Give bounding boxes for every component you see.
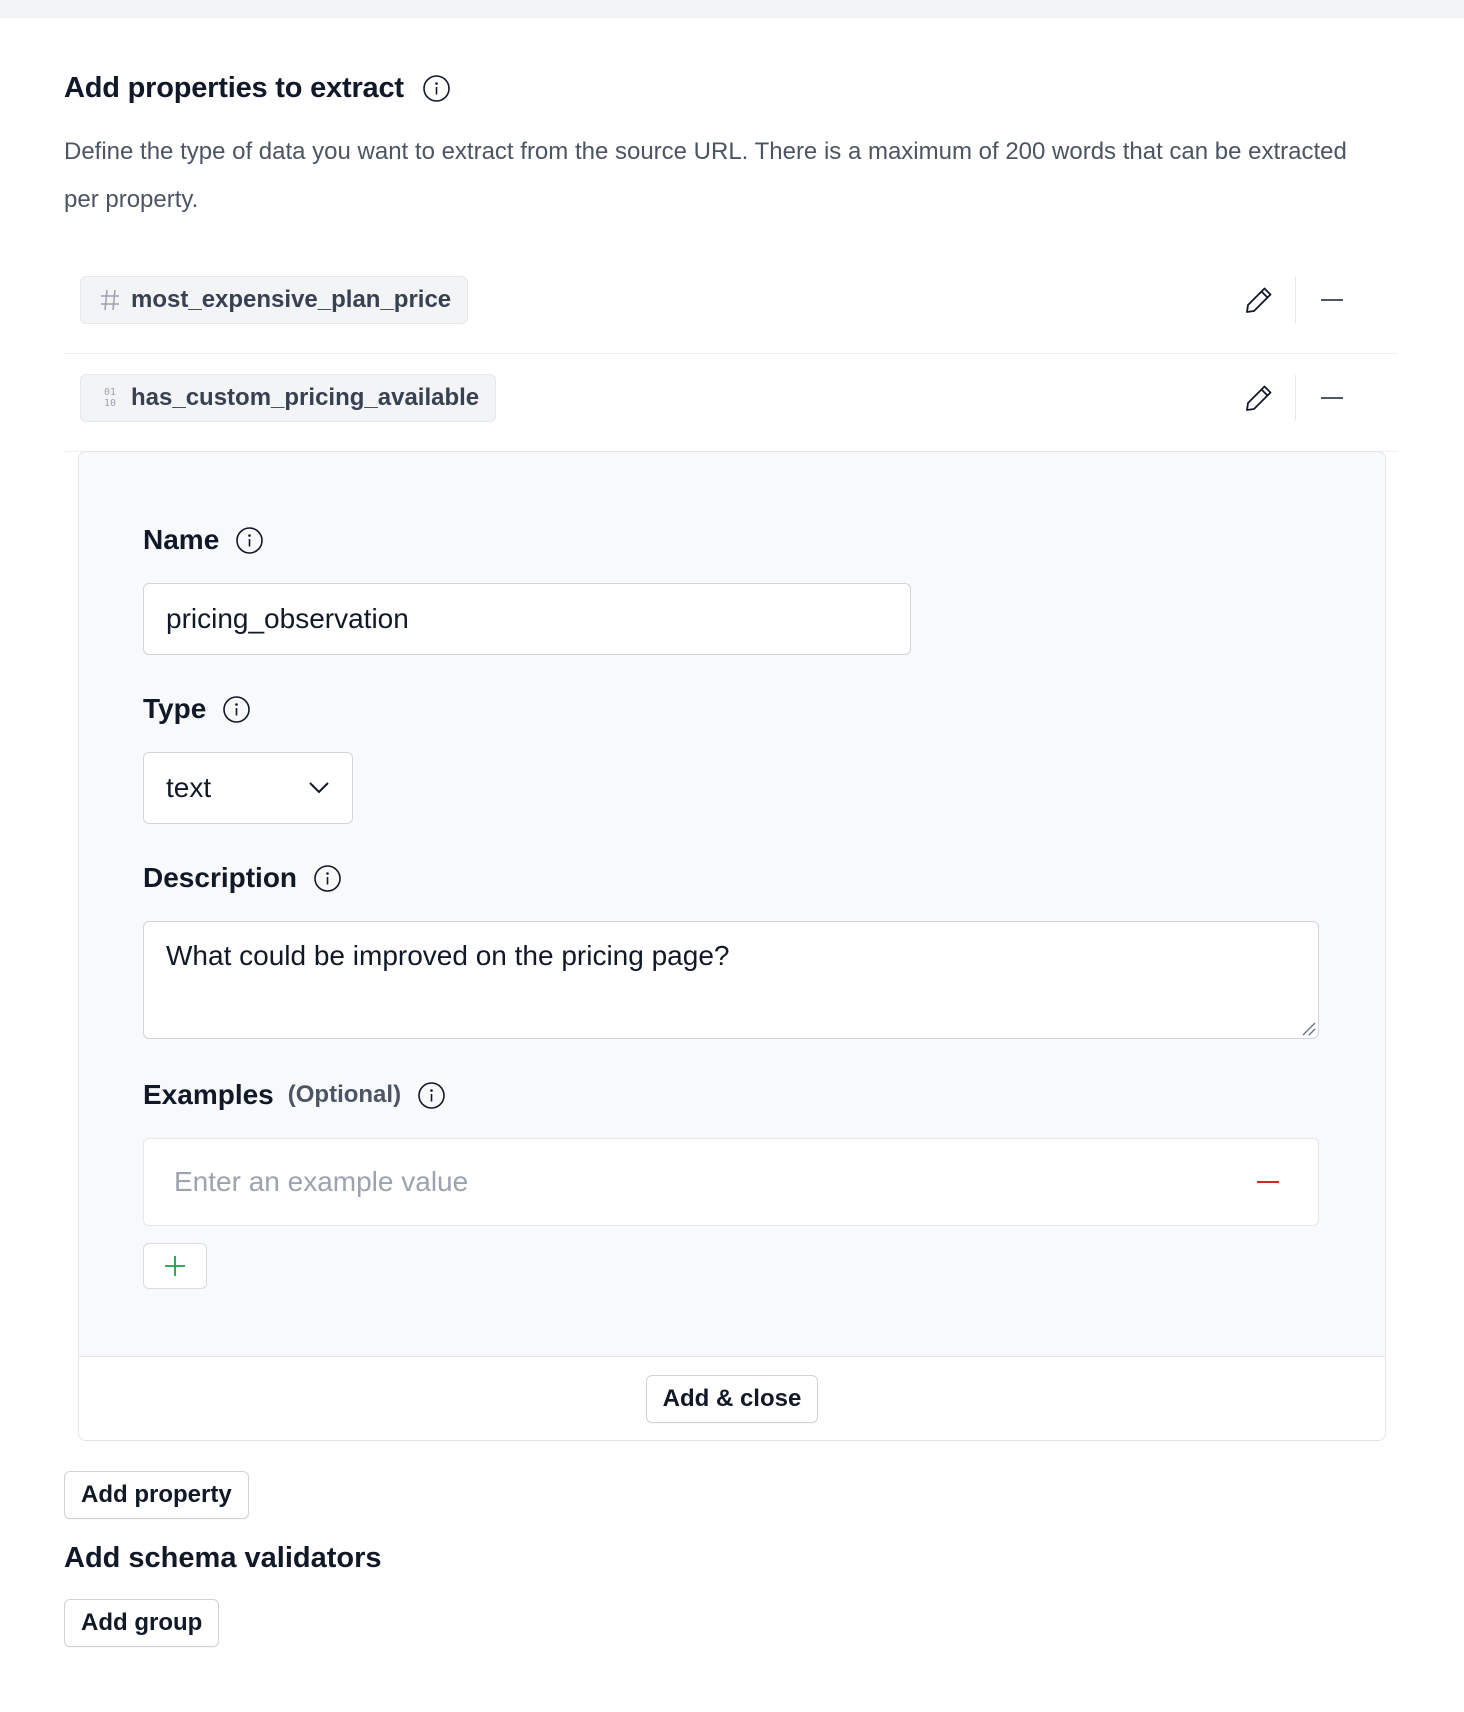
name-input-value: pricing_observation bbox=[166, 603, 409, 634]
minus-icon bbox=[1256, 1180, 1280, 1184]
minus-icon bbox=[1320, 298, 1344, 302]
info-icon[interactable] bbox=[235, 526, 264, 555]
resize-grip-icon[interactable] bbox=[1300, 1020, 1316, 1036]
property-row bbox=[64, 256, 1398, 354]
editor-footer bbox=[79, 1356, 1385, 1440]
binary-glyph: 01 bbox=[103, 387, 117, 398]
type-label bbox=[143, 693, 251, 725]
section-title: Add properties to extract bbox=[64, 72, 404, 104]
info-icon[interactable] bbox=[313, 864, 342, 893]
property-chip bbox=[80, 276, 468, 324]
optional-tag: (Optional) bbox=[287, 1081, 402, 1108]
property-name: most_expensive_plan_price bbox=[131, 286, 452, 313]
name-label bbox=[143, 524, 264, 556]
top-bar bbox=[0, 0, 1464, 18]
divider bbox=[1295, 277, 1296, 323]
add-group-button[interactable]: Add group bbox=[64, 1599, 219, 1647]
editor-body bbox=[79, 452, 1385, 1357]
section-description: Define the type of data you want to extract from the source URL. There is a maximum of 200 words that can be extracted per property. bbox=[64, 138, 1347, 213]
name-input[interactable] bbox=[143, 583, 911, 655]
pencil-icon bbox=[1244, 285, 1274, 315]
chevron-down-icon bbox=[308, 781, 330, 795]
remove-property-button[interactable] bbox=[1300, 372, 1364, 424]
name-label-text: Name bbox=[143, 524, 220, 555]
property-actions bbox=[1227, 268, 1364, 332]
type-select[interactable] bbox=[143, 752, 353, 824]
property-name: has_custom_pricing_available bbox=[131, 384, 480, 411]
add-property-button[interactable]: Add property bbox=[64, 1471, 249, 1519]
type-select-value: text bbox=[166, 772, 212, 803]
hash-icon bbox=[99, 289, 121, 311]
example-input[interactable] bbox=[143, 1138, 1319, 1226]
remove-example-button[interactable] bbox=[1248, 1162, 1288, 1202]
description-value: What could be improved on the pricing page? bbox=[166, 940, 730, 971]
edit-property-button[interactable] bbox=[1227, 274, 1291, 326]
description-textarea[interactable] bbox=[143, 921, 1319, 1039]
section-header bbox=[64, 72, 451, 105]
binary-glyph: 10 bbox=[103, 398, 117, 409]
pencil-icon bbox=[1244, 383, 1274, 413]
add-example-button[interactable] bbox=[143, 1243, 207, 1289]
divider bbox=[1295, 375, 1296, 421]
remove-property-button[interactable] bbox=[1300, 274, 1364, 326]
examples-label-text: Examples bbox=[143, 1079, 274, 1110]
description-label-text: Description bbox=[143, 862, 298, 893]
schema-validators-title: Add schema validators bbox=[64, 1542, 382, 1574]
property-chip bbox=[80, 374, 496, 422]
binary-icon bbox=[99, 387, 121, 409]
minus-icon bbox=[1320, 396, 1344, 400]
plus-icon bbox=[164, 1255, 186, 1277]
example-placeholder: Enter an example value bbox=[174, 1166, 469, 1197]
property-actions bbox=[1227, 366, 1364, 430]
examples-label bbox=[143, 1079, 446, 1111]
property-editor bbox=[78, 451, 1386, 1441]
info-icon[interactable] bbox=[222, 695, 251, 724]
edit-property-button[interactable] bbox=[1227, 372, 1291, 424]
description-label bbox=[143, 862, 342, 894]
property-row bbox=[64, 354, 1398, 452]
info-icon[interactable] bbox=[417, 1081, 446, 1110]
type-label-text: Type bbox=[143, 693, 207, 724]
add-close-button[interactable]: Add & close bbox=[646, 1375, 819, 1423]
info-icon[interactable] bbox=[422, 74, 451, 103]
